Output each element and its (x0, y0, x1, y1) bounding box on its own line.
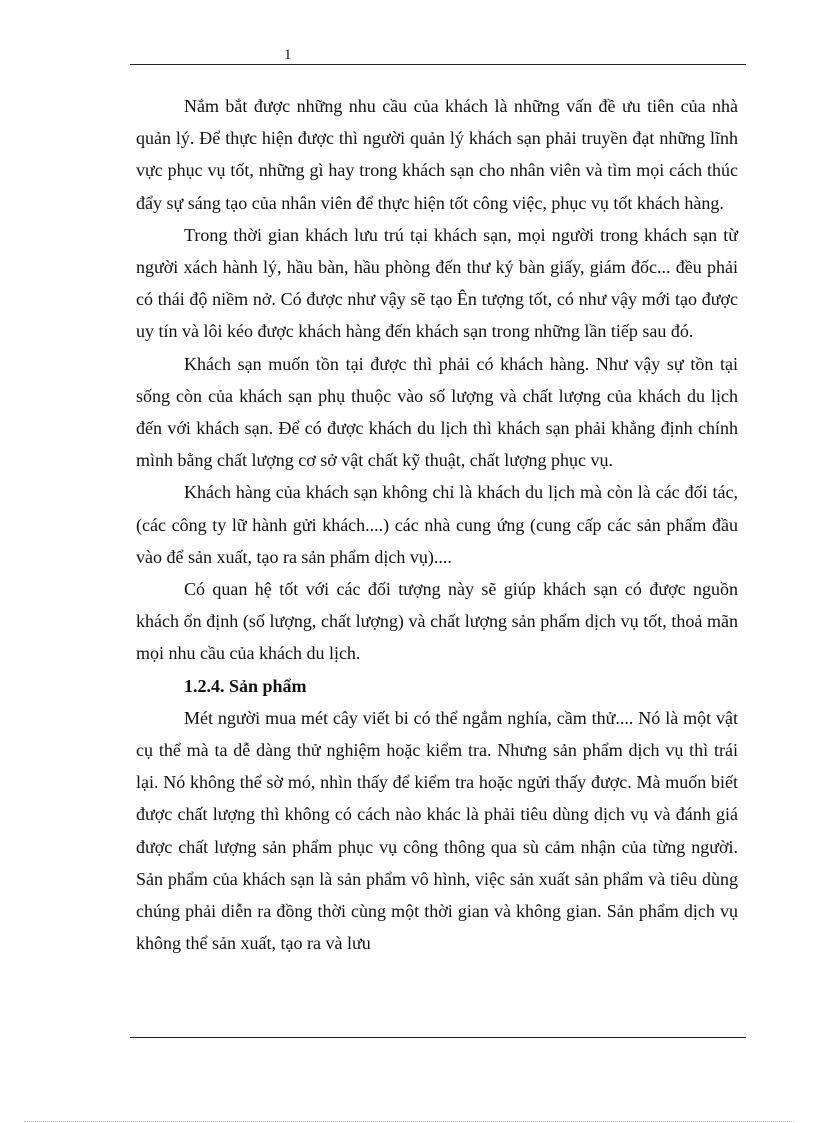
document-body (136, 90, 738, 959)
paragraph: Khách sạn muốn tồn tại được thì phải có khách hàng. Như vậy sự tồn tại sống còn của khách sạn phụ thuộc vào số lượng và chất lượng của khách du lịch đến với khách sạn. Để có được khách du lịch thì khách sạn phải khẳng định chính mình bằng chất lượng cơ sở vật chất kỹ thuật, chất lượng phục vụ. (136, 353, 738, 471)
paragraph: Khách hàng của khách sạn không chỉ là khách du lịch mà còn là các đối tác, (các công ty lữ hành gửi khách....) các nhà cung ứng (cung cấp các sản phẩm đầu vào để sản xuất, tạo ra sản phẩm dịch vụ).... (136, 482, 738, 567)
paragraph: Nắm bắt được những nhu cầu của khách là những vấn đề ưu tiên của nhà quản lý. Để thực hiện được thì người quản lý khách sạn phải truyền đạt những lĩnh vực phục vụ tốt, những gì hay trong khách sạn cho nhân viên và tìm mọi cách thúc đẩy sự sáng tạo của nhân viên để thực hiện tốt công việc, phục vụ tốt khách hàng. (136, 96, 738, 213)
footer-rule (130, 1037, 746, 1038)
paragraph: Trong thời gian khách lưu trú tại khách sạn, mọi người trong khách sạn từ người xách hành lý, hầu bàn, hầu phòng đến thư ký bàn giấy, giám đốc... đều phải có thái độ niềm nở. Có được như vậy sẽ tạo Ên tượng tốt, có như vậy mới tạo được uy tín và lôi kéo được khách hàng đến khách sạn trong những lần tiếp sau đó. (136, 224, 738, 342)
paragraph: Có quan hệ tốt với các đối tượng này sẽ giúp khách sạn có được nguồn khách ổn định (số lượng, chất lượng) và chất lượng sản phẩm dịch vụ tốt, thoả mãn mọi nhu cầu của khách du lịch. (136, 579, 738, 664)
page-bottom-border (24, 1121, 794, 1122)
section-heading: 1.2.4. Sản phẩm (184, 675, 307, 696)
paragraph: Mét người mua mét cây viết bi có thể ngắm nghía, cầm thử.... Nó là một vật cụ thể mà ta dễ dàng thử nghiệm hoặc kiểm tra. Nhưng sản phẩm dịch vụ thì trái lại. Nó không thể sờ mó, nhìn thấy để kiểm tra hoặc ngửi thấy được. Mà muốn biết được chất lượng thì không có cách nào khác là phải tiêu dùng dịch vụ và đánh giá được chất lượng sản phẩm phục vụ công thông qua sù cảm nhận của từng người. Sản phẩm của khách sạn là sản phẩm vô hình, việc sản xuất sản phẩm và tiêu dùng chúng phải diễn ra đồng thời cùng một thời gian và không gian. Sản phẩm dịch vụ không thể sản xuất, tạo ra và lưu (136, 707, 738, 954)
header-rule (130, 64, 746, 65)
page-number: 1 (284, 47, 292, 63)
